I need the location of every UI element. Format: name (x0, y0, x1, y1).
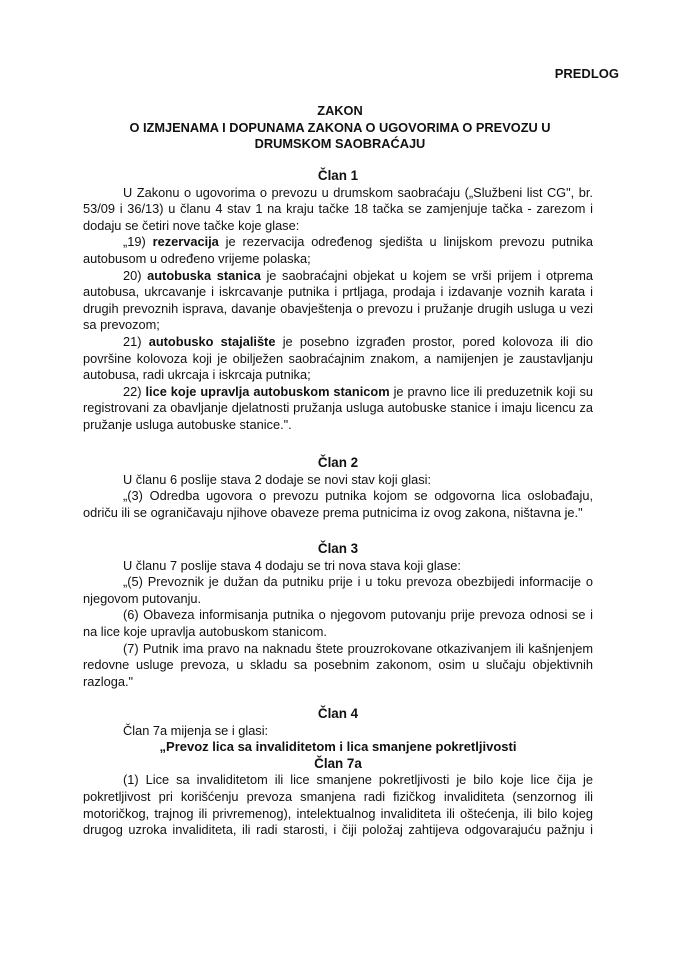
law-title-line2: DRUMSKOM SAOBRAĆAJU (254, 136, 426, 152)
clan-4-heading: Član 4 (317, 706, 359, 721)
clan-3-intro: U članu 7 poslije stava 4 dodaju se tri nova stava koji glase: (123, 557, 461, 573)
clan-7a-title: „Prevoz lica sa invaliditetom i lica smanjene pokretljivosti (159, 739, 517, 755)
item-19-text: je rezervacija određenog sjedišta u linijskom prevozu putnika autobusom u određeno vrijeme polaska; (83, 234, 594, 266)
item-22-number: 22) (123, 383, 142, 399)
clan-4-section (83, 706, 593, 839)
clan-3-section (83, 541, 593, 690)
item-21-term: autobusko stajalište (148, 333, 276, 349)
item-20-text: je saobraćajni objekat u kojem se vrši prijem i otprema autobusa, ukrcavanje i iskrcavanje putnika i prtljaga, prodaja i izdavanje voznih karata i drugih prevoznih isprava, davanje obavještenja o prevozu i pružanje drugih usluga u vezi sa prevozom; (83, 267, 593, 333)
clan-7a-heading: Član 7a (314, 755, 362, 771)
clan-2-intro: U članu 6 poslije stava 2 dodaje se novi stav koji glasi: (123, 471, 432, 487)
item-21-text: je posebno izgrađen prostor, pored kolovoza ili dio površine kolovoza koji je obilježen saobraćajnim znakom, a namijenjen je zaustavljanju autobusa, radi ukrcaja i iskrcaja putnika; (83, 333, 593, 383)
clan-1-item-19 (83, 234, 593, 267)
clan-3-paragraph-5: „(5) Prevoznik je dužan da putniku prije i u toku prevoza obezbijedi informacije o njegovom putovanju. (83, 574, 593, 606)
clan-1-item-20 (83, 268, 593, 334)
clan-1-item-22 (83, 384, 593, 434)
item-22-text: je pravno lice ili preduzetnik koji su registrovani za obavljanje djelatnosti pružanja usluga autobuske stanice i imaju licencu za pružanje usluga autobuske stanice.". (83, 383, 594, 432)
clan-2-heading: Član 2 (317, 455, 359, 470)
law-label: ZAKON (317, 103, 363, 118)
clan-2-paragraph-3: „(3) Odredba ugovora o prevozu putnika kojom se odgovorna lica oslobađaju, odriču ili se ograničavaju njihove obaveze prema putnicima iz ovog zakona, ništavna je." (83, 488, 593, 520)
clan-7a-paragraph-1: (1) Lice sa invaliditetom ili lice smanjene pokretljivosti je bilo koje lice čija je pokretljivost pri korišćenju prevoza smanjena radi fizičkog invaliditeta (senzornog ili motoričkog, trajnog ili privremenog), intelektualnog invaliditeta ili oštećenja, ili bilo kojeg drugog uzroka invaliditeta, ili radi starosti, i čiji položaj zahtijeva odgovarajuću pažnju i (83, 772, 593, 838)
clan-1-section (83, 168, 593, 434)
item-19-number: „19) (123, 234, 146, 250)
clan-1-intro: U Zakonu o ugovorima o prevozu u drumskom saobraćaju („Službeni list CG", br. 53/09 i 36/13) u članu 4 stav 1 na kraju tačke 18 tačka se zamjenjuje tačka - zarezom i dodaju se četiri nove tačke koje glase: (83, 184, 593, 233)
item-21-number: 21) (123, 333, 142, 349)
law-title-block (100, 103, 580, 153)
clan-3-paragraph-7: (7) Putnik ima pravo na naknadu štete prouzrokovane otkazivanjem ili kašnjenjem redovne usluge prevoza, u skladu sa posebnim zakonom, osim u slučaju objektivnih razloga." (83, 640, 593, 689)
item-20-term: autobuska stanica (147, 267, 261, 283)
law-title-line1: O IZMJENAMA I DOPUNAMA ZAKONA O UGOVORIMA O PREVOZU U (129, 119, 551, 135)
item-22-term: lice koje upravlja autobuskom stanicom (145, 383, 390, 399)
clan-3-paragraph-6: (6) Obaveza informisanja putnika o njegovom putovanju prije prevoza odnosi se i na lice koje upravlja autobuskom stanicom. (83, 607, 593, 639)
clan-4-intro: Član 7a mijenja se i glasi: (123, 722, 269, 738)
clan-1-item-21 (83, 334, 593, 384)
clan-3-heading: Član 3 (317, 541, 359, 556)
predlog-label: PREDLOG (554, 66, 619, 81)
item-20-number: 20) (123, 267, 142, 283)
clan-1-heading: Član 1 (317, 168, 359, 183)
item-19-term: rezervacija (152, 234, 219, 250)
clan-2-section (83, 455, 593, 521)
